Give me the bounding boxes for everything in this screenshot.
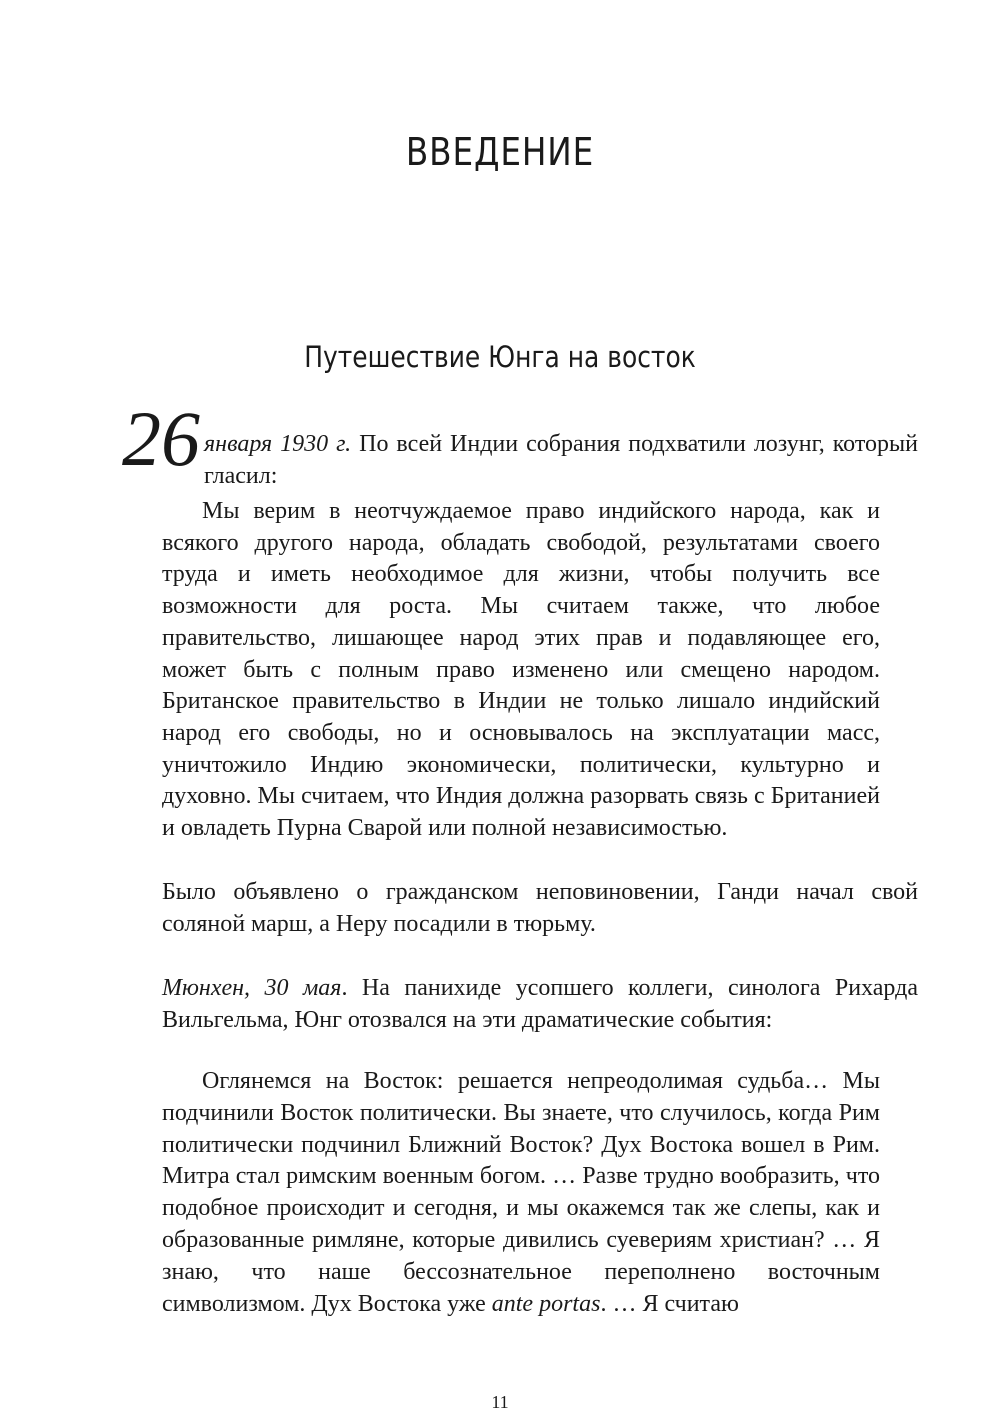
munich-body: . На панихиде усопшего коллеги, синолога Рихарда Вильгельма, Юнг отозвался на эти драматические события:: [162, 975, 918, 1033]
latin-phrase: ante portas: [491, 1290, 601, 1317]
section-title: Путешествие Юнга на восток: [304, 340, 696, 374]
block-quote-declaration: Мы верим в неотчуждаемое право индийского народа, как и всякого другого народа, обладать свободой, результатами своего труда и иметь необходимое для жизни, чтобы получить все возможности для роста. Мы считаем также, что любое правительство, лишающее народ этих прав и подавляющее его, может быть с полным право изменено или смещено народом. Британское правительство в Индии не только лишало индийский народ его свободы, но и основывалось на эксплуатации масс, уничтожило Индию экономически, политически, культурно и духовно. Мы считаем, что Индия должна разорвать связь с Британией и овладеть Пурна Сварой или полной независимостью.: [162, 498, 880, 842]
intro-body: По всей Индии собрания подхватили лозунг, который гласил:: [204, 431, 919, 489]
chapter-title: ВВЕДЕНИЕ: [405, 130, 595, 174]
jung-quote-part1: Оглянемся на Восток: решается непреодолимая судьба… Мы подчинили Восток политически. Вы знаете, что случилось, когда Рим политически подчинил Ближний Восток? Дух Востока вошел в Рим. Митра стал римским военным богом. … Разве трудно вообразить, что подобное происходит и сегодня, и мы окажемся так же слепы, как и образованные римляне, которые дивились суевериям христиан? … Я знаю, что наше бессознательное переполнено восточным символизмом. Дух Востока уже: [162, 1068, 880, 1317]
intro-text: [204, 428, 918, 492]
page-number: 11: [491, 1392, 509, 1412]
intro-date: января 1930 г.: [204, 431, 352, 457]
drop-cap: 26: [122, 395, 200, 482]
jung-quote-part2: . … Я считаю: [600, 1290, 739, 1317]
place-date: Мюнхен, 30 мая: [162, 975, 342, 1001]
intro-paragraph: [122, 395, 919, 489]
body-paragraph-disobedience: Было объявлено о гражданском неповиновении, Ганди начал свой соляной марш, а Неру посадили в тюрьму.: [162, 879, 918, 937]
block-quote-jung: [162, 1066, 880, 1320]
body-paragraph-munich: [162, 972, 918, 1036]
